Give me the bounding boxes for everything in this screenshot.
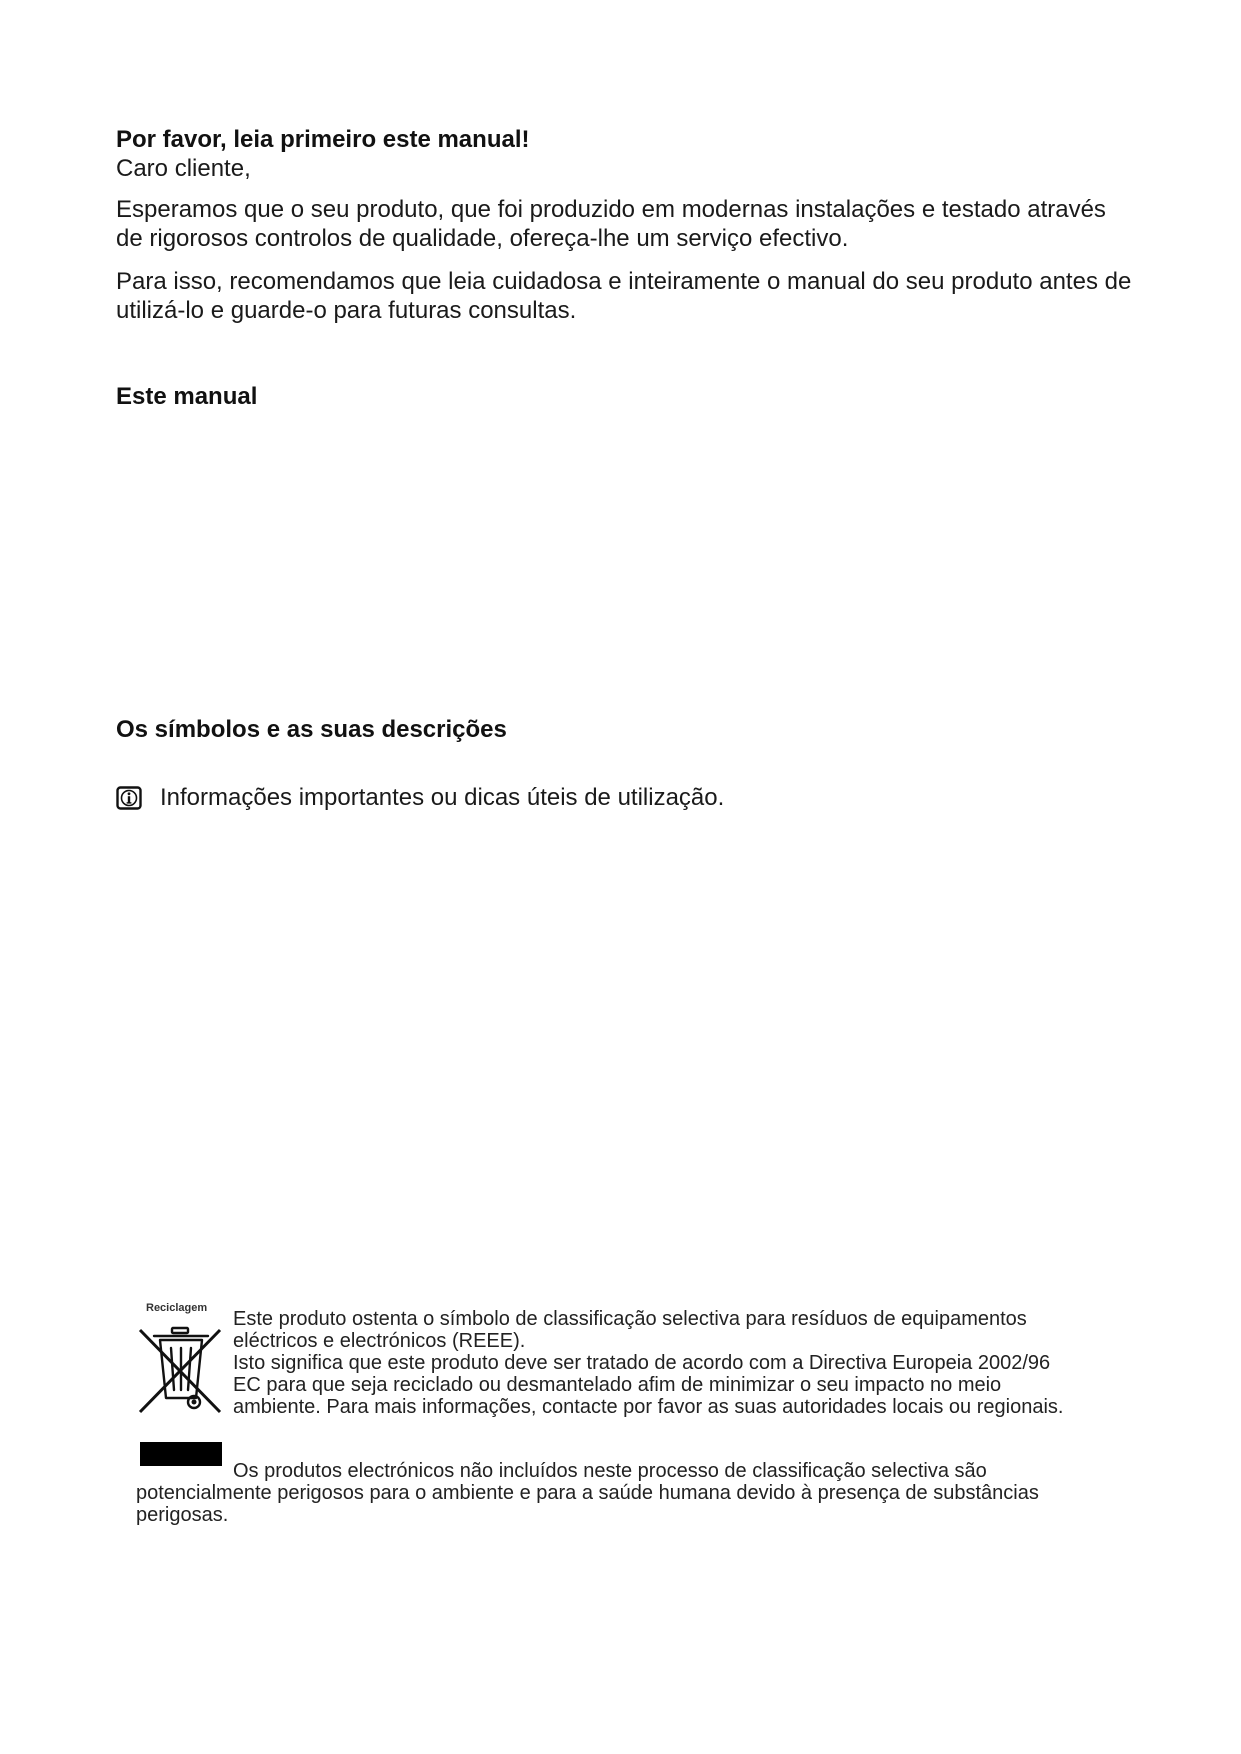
- manual-section-heading: Este manual: [116, 383, 258, 410]
- recycling-label: Reciclagem: [146, 1302, 208, 1314]
- info-icon: [116, 786, 142, 810]
- recycling-line-1: Este produto ostenta o símbolo de classificação selectiva para resíduos de equipamentos eléctricos e electrónicos (REEE).: [233, 1308, 1027, 1352]
- intro-paragraph-1: Esperamos que o seu produto, que foi produzido em modernas instalações e testado através de rigorosos controlos de qualidade, ofereça-lhe um serviço efectivo.: [116, 196, 1106, 252]
- symbol-item-info: [116, 784, 724, 812]
- greeting: Caro cliente,: [116, 155, 251, 182]
- symbols-section-heading: Os símbolos e as suas descrições: [116, 716, 507, 743]
- intro-heading: Por favor, leia primeiro este manual!: [116, 126, 530, 153]
- recycling-line-2: Isto significa que este produto deve ser tratado de acordo com a Directiva Europeia 2002/96 EC para que seja reciclado ou desmantelado afim de minimizar o seu impacto no meio ambiente. Para mais informações, contacte por favor as suas autoridades locais ou regionais.: [233, 1352, 1064, 1418]
- recycling-line-3: Os produtos electrónicos não incluídos neste processo de classificação selectiva são potencialmente perigosos para o ambiente e para a saúde humana devido à presença de substâncias perigosas.: [136, 1460, 1039, 1526]
- crossed-out-wheelie-bin-icon: [136, 1322, 224, 1416]
- symbol-item-text: Informações importantes ou dicas úteis de utilização.: [160, 784, 725, 811]
- recycling-text: [233, 1308, 1073, 1418]
- intro-paragraph-2: Para isso, recomendamos que leia cuidadosa e inteiramente o manual do seu produto antes de utilizá-lo e guarde-o para futuras consultas.: [116, 268, 1132, 324]
